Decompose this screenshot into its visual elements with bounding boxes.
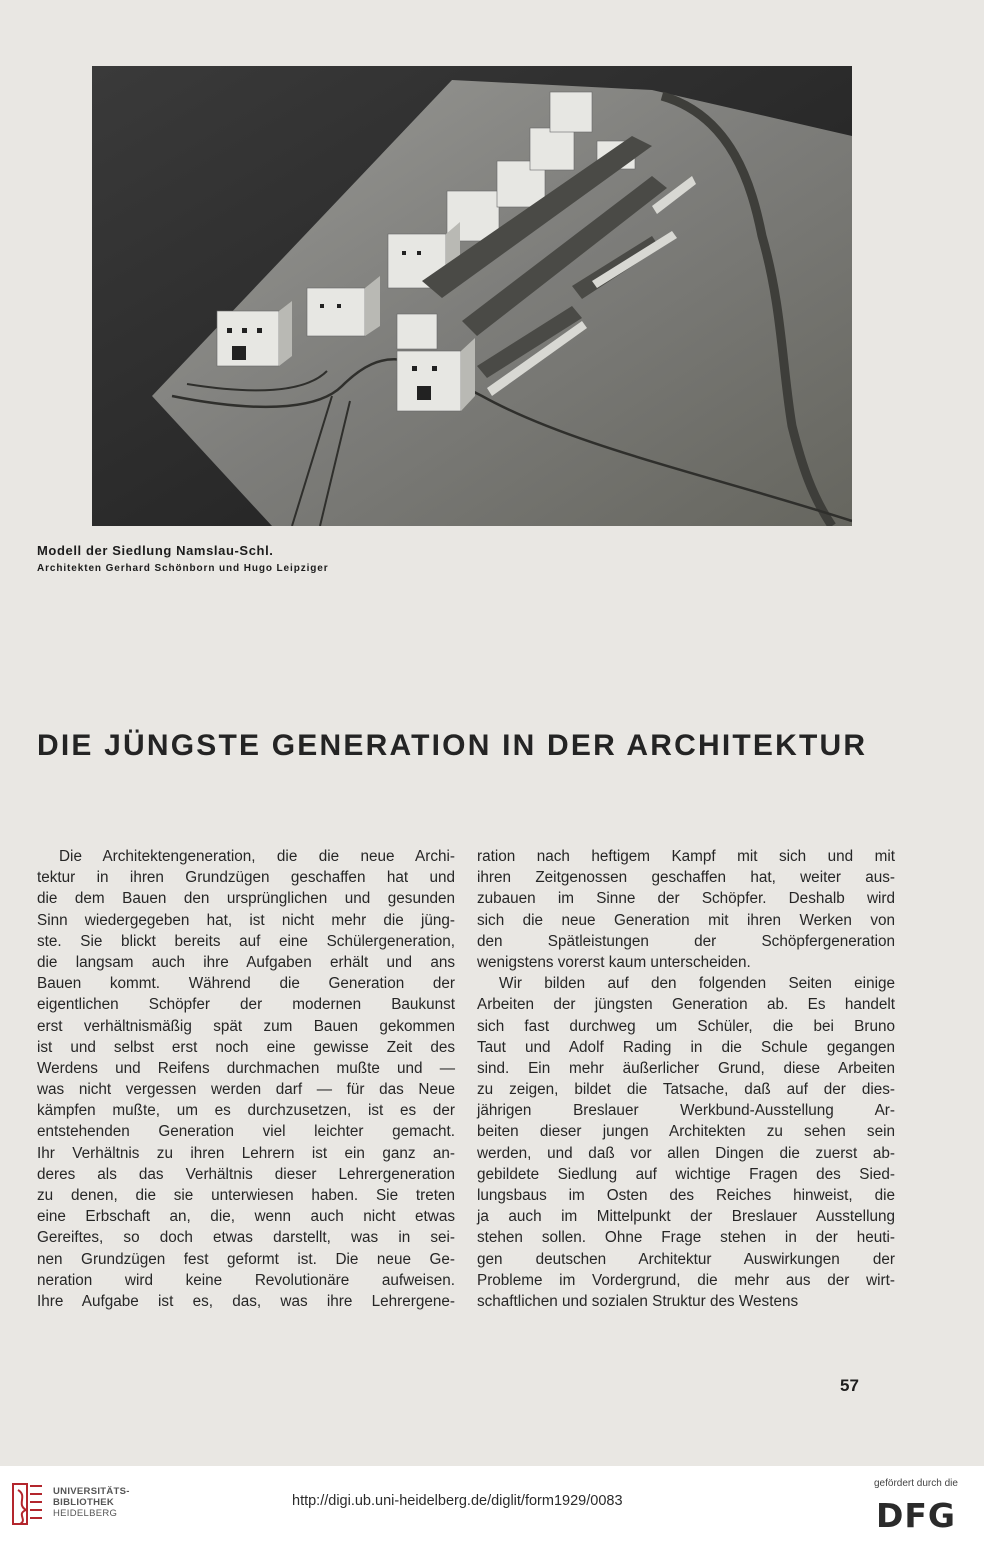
text-line: erst verhältnismäßig spät zum Bauen gekommen bbox=[37, 1017, 455, 1035]
text-line: die langsam auch ihre Aufgaben erhält und ans bbox=[37, 953, 455, 971]
text-line: nen Grundzügen fest geformt ist. Die neue Ge- bbox=[37, 1250, 455, 1268]
text-line: was nicht vergessen werden darf — für das Neue bbox=[37, 1081, 455, 1099]
text-line: Arbeiten der jüngsten Generation ab. Es handelt bbox=[477, 996, 895, 1014]
photo-caption-subtitle: Architekten Gerhard Schönborn und Hugo Leipziger bbox=[37, 563, 329, 574]
article-heading: DIE JÜNGSTE GENERATION IN DER ARCHITEKTUR bbox=[37, 729, 868, 762]
text-line: ihren Zeitgenossen geschaffen hat, weiter aus- bbox=[477, 869, 895, 887]
text-line: zubauen im Sinne der Schöpfer. Deshalb wird bbox=[477, 890, 895, 908]
text-line: beiten dieser jungen Architekten zu sehen sein bbox=[477, 1123, 895, 1141]
model-photo-graphic bbox=[92, 66, 852, 526]
text-line: eine Erbschaft an, die, wenn auch nicht etwas bbox=[37, 1208, 455, 1226]
library-seal-icon bbox=[10, 1482, 44, 1526]
text-line: gebildete Siedlung auf wichtige Fragen des Sied- bbox=[477, 1165, 895, 1183]
text-line: Sinn wiedergegeben hat, ist nicht mehr die jüng- bbox=[37, 911, 455, 929]
text-line: den Spätleistungen der Schöpfergeneration bbox=[477, 932, 895, 950]
text-line: eigentlichen Schöpfer der modernen Baukunst bbox=[37, 996, 455, 1014]
text-line: Taut und Adolf Rading in die Schule gegangen bbox=[477, 1038, 895, 1056]
library-name-line2: BIBLIOTHEK bbox=[53, 1497, 115, 1508]
footer-bar bbox=[0, 1466, 984, 1541]
photo-caption-title: Modell der Siedlung Namslau-Schl. bbox=[37, 543, 274, 558]
text-line: Bauen kommt. Während die Generation der bbox=[37, 975, 455, 993]
text-line: werden, und daß vor allen Dingen die zuerst ab- bbox=[477, 1144, 895, 1162]
text-line: deres als das Verhältnis dieser Lehrergeneration bbox=[37, 1165, 455, 1183]
text-line: wenigstens vorerst kaum unterscheiden. bbox=[477, 953, 751, 971]
text-line: sich die neue Generation mit ihren Werken von bbox=[477, 911, 895, 929]
text-line: die dem Bauen den ursprünglichen und gesunden bbox=[37, 890, 455, 908]
text-line: sind. Ein mehr äußerlicher Grund, diese Arbeiten bbox=[477, 1059, 895, 1077]
text-line: Werdens und Reifens durchmachen mußte und — bbox=[37, 1059, 455, 1077]
text-line: ja auch im Mittelpunkt der Breslauer Ausstellung bbox=[477, 1208, 895, 1226]
funding-label: gefördert durch die bbox=[874, 1478, 958, 1489]
text-line: entstehenden Generation viel leichter gemacht. bbox=[37, 1123, 455, 1141]
text-line: sich fast durchweg um Schüler, die bei Bruno bbox=[477, 1017, 895, 1035]
text-column-right bbox=[477, 846, 895, 1312]
text-line: zu denen, die sie unterwiesen haben. Sie treten bbox=[37, 1187, 455, 1204]
text-column-left bbox=[37, 846, 455, 1312]
text-line: kämpfen mußte, um es durchzusetzen, ist es der bbox=[37, 1102, 455, 1120]
text-line: zu zeigen, bildet die Tatsache, daß auf der dies- bbox=[477, 1081, 895, 1099]
text-line: neration wird keine Revolutionäre aufweisen. bbox=[37, 1271, 455, 1289]
model-photo bbox=[92, 66, 852, 526]
text-line: stehen sollen. Ohne Frage stehen in der heuti- bbox=[477, 1229, 895, 1247]
text-line: Probleme im Vordergrund, die mehr aus der wirt- bbox=[477, 1271, 895, 1289]
text-line: gen deutschen Architektur Auswirkungen der bbox=[477, 1250, 895, 1268]
text-line: Ihr Verhältnis zu ihren Lehrern ist ein ganz an- bbox=[37, 1144, 455, 1162]
text-line: schaftlichen und sozialen Struktur des Westens bbox=[477, 1292, 799, 1310]
library-name-line3: HEIDELBERG bbox=[53, 1508, 118, 1519]
dfg-logo: DFG bbox=[876, 1496, 957, 1535]
permalink-url[interactable]: http://digi.ub.uni-heidelberg.de/diglit/form1929/0083 bbox=[292, 1493, 623, 1509]
text-line: jährigen Breslauer Werkbund-Ausstellung Ar- bbox=[477, 1102, 895, 1120]
library-name bbox=[53, 1486, 130, 1519]
text-line: lungsbaus im Osten des Reiches hinweist, die bbox=[477, 1187, 895, 1204]
text-line: Die Architektengeneration, die die neue Archi- bbox=[59, 848, 455, 865]
text-line: Wir bilden auf den folgenden Seiten einige bbox=[499, 975, 895, 993]
text-line: Ihre Aufgabe ist es, das, was ihre Lehrergene- bbox=[37, 1292, 455, 1310]
page-number: 57 bbox=[840, 1376, 859, 1395]
text-line: ration nach heftigem Kampf mit sich und mit bbox=[477, 848, 895, 865]
text-line: ste. Sie blickt bereits auf eine Schülergeneration, bbox=[37, 932, 455, 950]
text-line: ist und selbst erst noch eine gewisse Zeit des bbox=[37, 1038, 455, 1056]
text-line: Gereiftes, so doch etwas darstellt, was in sei- bbox=[37, 1229, 455, 1247]
library-name-line1: UNIVERSITÄTS- bbox=[53, 1486, 130, 1497]
text-line: tektur in ihren Grundzügen geschaffen hat und bbox=[37, 869, 455, 887]
